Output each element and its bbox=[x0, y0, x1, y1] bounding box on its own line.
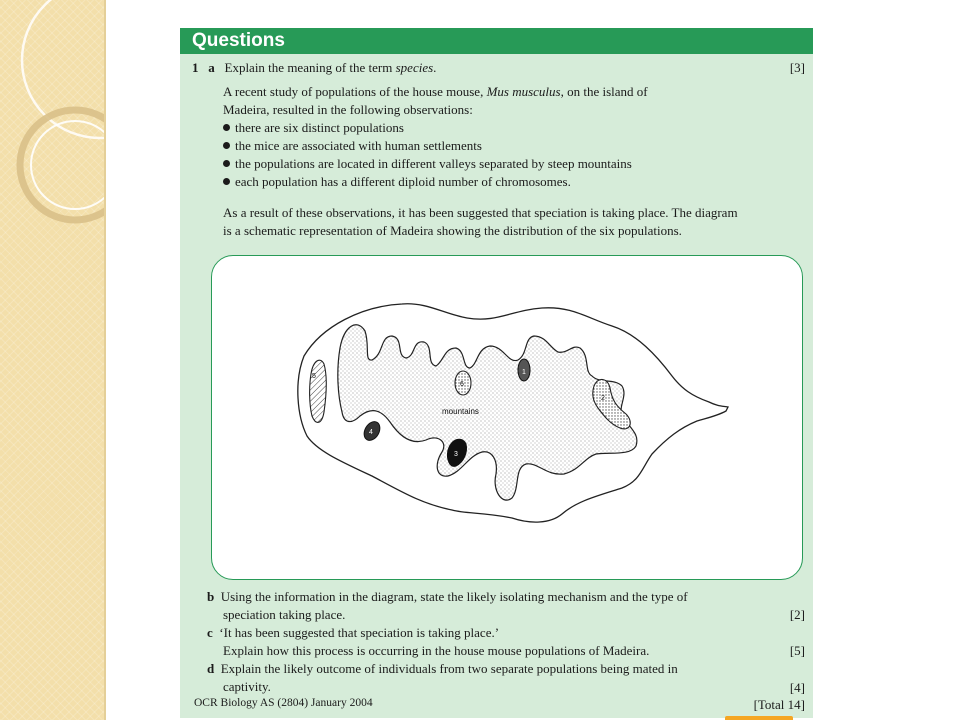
intro-line1-em: Mus musculus bbox=[486, 84, 561, 99]
population-label-1: 1 bbox=[522, 369, 526, 376]
questions-panel bbox=[180, 28, 813, 718]
population-label-3: 3 bbox=[454, 451, 458, 458]
question-1a bbox=[192, 59, 436, 76]
bullet-text: the populations are located in different valleys separated by steep mountains bbox=[235, 156, 632, 171]
part-b-label: b bbox=[207, 589, 215, 604]
intro-line-1 bbox=[223, 83, 648, 100]
part-d-text-1: Explain the likely outcome of individuals from two separate populations being mated in bbox=[220, 661, 678, 676]
part-c-line-2: Explain how this process is occurring in the house mouse populations of Madeira. bbox=[223, 643, 650, 658]
part-a-text-pre: Explain the meaning of the term bbox=[224, 60, 396, 75]
decorative-circles bbox=[0, 0, 104, 720]
questions-header: Questions bbox=[180, 28, 813, 54]
total-marks: [Total 14] bbox=[753, 697, 805, 712]
part-c-line-1 bbox=[207, 624, 499, 641]
madeira-map bbox=[212, 256, 803, 580]
part-c-text-1: ‘It has been suggested that speciation is taking place.’ bbox=[219, 625, 500, 640]
part-d-line-2: captivity. bbox=[223, 679, 271, 694]
part-b-marks: [2] bbox=[789, 607, 805, 622]
part-b-line-1 bbox=[207, 588, 688, 605]
bullet-text: there are six distinct populations bbox=[235, 120, 404, 135]
bullet-item bbox=[223, 155, 632, 172]
part-b-line-2: speciation taking place. bbox=[223, 607, 346, 622]
madeira-diagram bbox=[211, 255, 803, 580]
part-d-line-1 bbox=[207, 660, 678, 677]
part-a-text-post: . bbox=[433, 60, 437, 75]
intro-line1-post: , on the island of bbox=[560, 84, 648, 99]
bullet-dot-icon bbox=[223, 178, 230, 185]
population-label-2: 2 bbox=[601, 395, 605, 402]
bullet-text: the mice are associated with human settlements bbox=[235, 138, 482, 153]
part-c-label: c bbox=[207, 625, 213, 640]
population-label-4: 4 bbox=[369, 429, 373, 436]
bullet-dot-icon bbox=[223, 124, 230, 131]
mountains-label: mountains bbox=[442, 407, 479, 416]
result-line-2: is a schematic representation of Madeira showing the distribution of the six populations. bbox=[223, 223, 682, 238]
part-d-label: d bbox=[207, 661, 215, 676]
bullet-text: each population has a different diploid number of chromosomes. bbox=[235, 174, 571, 189]
part-b-text-1: Using the information in the diagram, state the likely isolating mechanism and the type of bbox=[220, 589, 688, 604]
decorative-side-strip bbox=[0, 0, 106, 720]
bullet-item bbox=[223, 173, 571, 190]
population-5 bbox=[310, 360, 327, 422]
bullet-dot-icon bbox=[223, 142, 230, 149]
intro-line1-pre: A recent study of populations of the house mouse, bbox=[223, 84, 487, 99]
population-label-5: 5 bbox=[312, 373, 316, 380]
question-number: 1 bbox=[192, 60, 199, 75]
result-line-1: As a result of these observations, it has been suggested that speciation is taking place. The diagram bbox=[223, 205, 738, 220]
intro-line-2: Madeira, resulted in the following observations: bbox=[223, 102, 473, 117]
part-d-marks: [4] bbox=[789, 680, 805, 695]
part-c-marks: [5] bbox=[789, 643, 805, 658]
bullet-item bbox=[223, 119, 404, 136]
part-a-text-em: species bbox=[395, 60, 434, 75]
part-a-marks: [3] bbox=[789, 60, 805, 75]
bullet-item bbox=[223, 137, 482, 154]
part-a-label: a bbox=[208, 60, 215, 75]
decorative-orange-tab bbox=[725, 716, 793, 720]
source-citation: OCR Biology AS (2804) January 2004 bbox=[194, 697, 373, 709]
population-label-6: 6 bbox=[460, 381, 464, 388]
bullet-dot-icon bbox=[223, 160, 230, 167]
